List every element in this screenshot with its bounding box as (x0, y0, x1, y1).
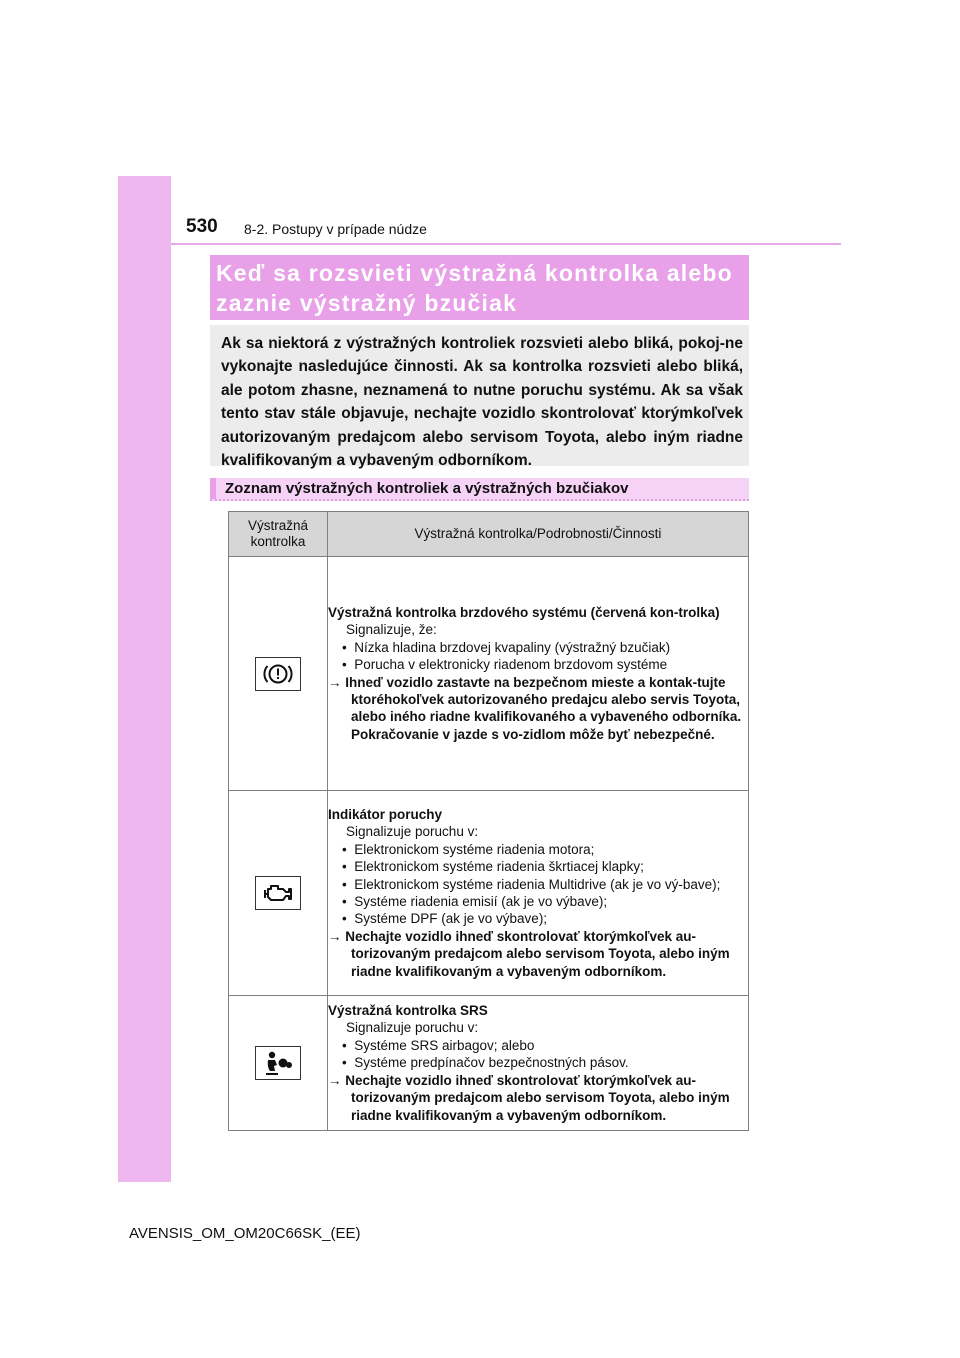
table-row (229, 996, 749, 1131)
arrow-icon: → (328, 1072, 342, 1088)
table-row (229, 557, 749, 791)
row-intro: Signalizuje, že: (346, 622, 437, 638)
table-header-row (229, 512, 749, 557)
row-action: → Nechajte vozidlo ihneď skontrolovať ktorýmkoľvek au-torizovaným predajcom alebo servisom Toyota, alebo iným riadne kvalifikovaným a vybaveným odborníkom. (328, 1072, 730, 1123)
row-title: Indikátor poruchy (328, 806, 443, 822)
arrow-icon: → (328, 928, 342, 944)
list-item: • Systéme DPF (ak je vo výbave); (342, 911, 548, 927)
row-title: Výstražná kontrolka SRS (328, 1003, 488, 1019)
indicator-cell (229, 996, 328, 1131)
details-cell (328, 557, 749, 791)
list-item: • Systéme predpínačov bezpečnostných pásov. (342, 1055, 629, 1071)
subheading-bar (210, 478, 749, 501)
list-item: • Porucha v elektronicky riadenom brzdovom systéme (342, 657, 668, 673)
row-intro: Signalizuje poruchu v: (346, 824, 479, 840)
details-cell (328, 791, 749, 996)
section-title: 8-2. Postupy v prípade núdze (244, 221, 427, 237)
list-item: • Elektronickom systéme riadenia motora; (342, 841, 595, 857)
table-row (229, 791, 749, 996)
arrow-icon: → (328, 674, 342, 690)
indicator-cell (229, 557, 328, 791)
engine-malfunction-icon (255, 876, 301, 910)
page-title-box (210, 255, 749, 320)
page-title (216, 258, 745, 318)
subheading-accent (210, 478, 216, 499)
list-item: • Systéme SRS airbagov; alebo (342, 1037, 535, 1053)
intro-box (210, 325, 749, 470)
col-header-indicator: Výstražná kontrolka (229, 512, 328, 557)
warning-table (228, 511, 749, 1131)
intro-text: Ak sa niektorá z výstražných kontroliek rozsvieti alebo bliká, pokoj-ne vykonajte nasledujúce činnosti. Ak sa kontrolka rozsvieti alebo bliká, ale potom zhasne, neznamená to nutne poruchu systému. Ak sa však tento stav stále objavuje, nechajte vozidlo skontrolovať ktorýmkoľvek autorizovaným predajcom alebo servisom Toyota, alebo iným riadne kvalifikovaným a vybaveným odborníkom. (221, 335, 743, 470)
title-line-1: Keď sa rozsvieti výstražná kontrolka alebo (216, 260, 733, 286)
col-header-details: Výstražná kontrolka/Podrobnosti/Činnosti (328, 512, 749, 557)
srs-airbag-icon (255, 1046, 301, 1080)
list-item: • Nízka hladina brzdovej kvapaliny (výstražný bzučiak) (342, 639, 671, 655)
header-divider (171, 243, 841, 245)
title-line-2: zaznie výstražný bzučiak (216, 290, 518, 316)
footer-code: AVENSIS_OM_OM20C66SK_(EE) (129, 1225, 361, 1242)
row-title: Výstražná kontrolka brzdového systému (červená kon-trolka) (328, 604, 720, 620)
list-item: • Elektronickom systéme riadenia Multidrive (ak je vo vý-bave); (342, 876, 721, 892)
row-action: → Ihneď vozidlo zastavte na bezpečnom mieste a kontak-tujte ktoréhokoľvek autorizovaného predajcu alebo servis Toyota, alebo iného riadne kvalifikovaného a vybaveného odborníka. Pokračovanie v jazde s vo-zidlom môže byť nebezpečné. (328, 674, 742, 742)
page-number: 530 (186, 216, 218, 237)
brake-warning-icon (255, 657, 301, 691)
details-cell (328, 996, 749, 1131)
row-intro: Signalizuje poruchu v: (346, 1020, 479, 1036)
list-item: • Elektronickom systéme riadenia škrtiacej klapky; (342, 859, 644, 875)
chapter-side-tab (118, 176, 171, 1182)
subheading: Zoznam výstražných kontroliek a výstražných bzučiakov (225, 480, 629, 497)
list-item: • Systéme riadenia emisií (ak je vo výbave); (342, 894, 608, 909)
row-action: → Nechajte vozidlo ihneď skontrolovať ktorýmkoľvek au-torizovaným predajcom alebo servisom Toyota, alebo iným riadne kvalifikovaným a vybaveným odborníkom. (328, 928, 730, 979)
indicator-cell (229, 791, 328, 996)
